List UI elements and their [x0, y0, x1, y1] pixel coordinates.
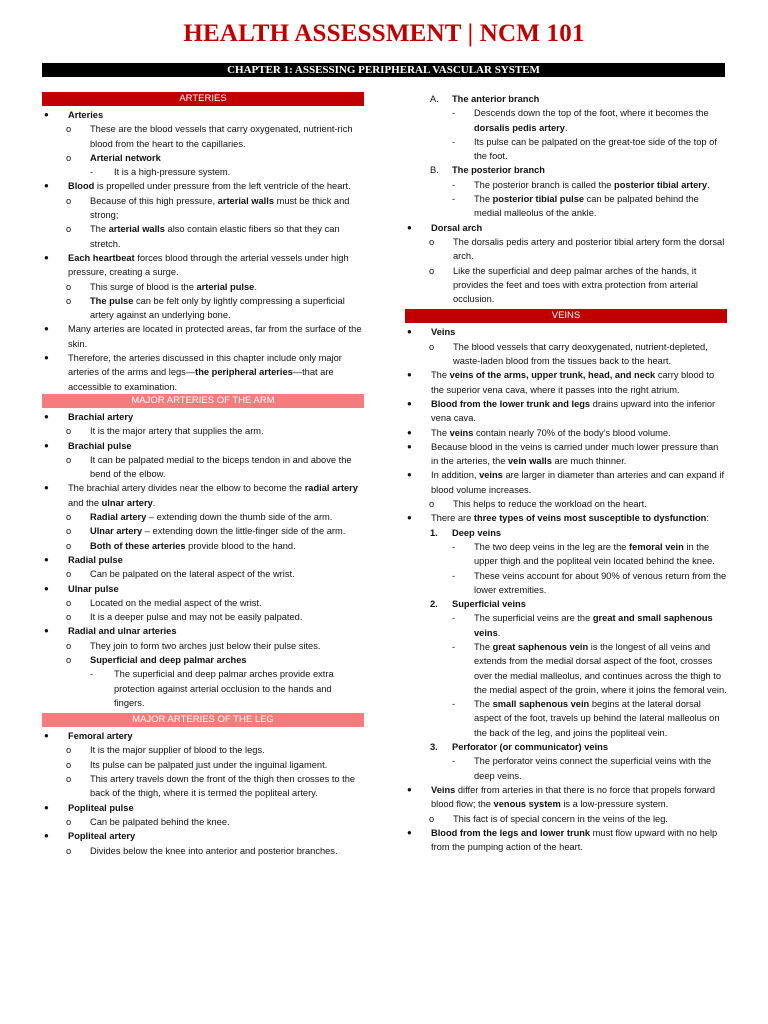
list-item: ● Veins [407, 327, 456, 338]
list-item: o Like the superficial and deep palmar arches of the hands, it provides the feet and toes with extra protection from arterial occlusion. [429, 265, 698, 305]
right-column [405, 92, 727, 854]
list-item: o The dorsalis pedis artery and posterior tibial artery form the dorsal arch. [429, 236, 725, 262]
list-item: o This surge of blood is the arterial pulse. [66, 281, 257, 292]
list-item: o Ulnar artery – extending down the little-finger side of the arm. [66, 526, 346, 537]
list-item: - Its pulse can be palpated on the great-toe side of the top of the foot. [452, 136, 717, 162]
list-item: ● There are three types of veins most susceptible to dysfunction: [407, 513, 709, 524]
list-item: - These veins account for about 90% of venous return from the lower extremities. [452, 570, 727, 595]
list-item: - The superficial and deep palmar arches provide extra protection against arterial occlusion to the hands and fingers. [90, 669, 334, 708]
list-item: ● Each heartbeat forces blood through the arterial vessels under high pressure, creating a surge. [44, 252, 349, 278]
left-column [42, 92, 364, 858]
list-item: o Its pulse can be palpated just under the inguinal ligament. [66, 759, 328, 770]
list-item: o The blood vessels that carry deoxygenated, nutrient-depleted, waste-laden blood from the tissues back to the heart. [429, 341, 708, 367]
list-item: ● Many arteries are located in protected areas, far from the surface of the skin. [44, 324, 362, 349]
list-item: o Both of these arteries provide blood to the hand. [66, 540, 296, 551]
list-item: - It is a high-pressure system. [90, 167, 231, 178]
list-item: o This fact is of special concern in the veins of the leg. [429, 813, 668, 824]
list-item: A. The anterior branch [430, 94, 540, 104]
list-item: B. The posterior branch [430, 165, 545, 176]
list-item: o Divides below the knee into anterior and posterior branches. [66, 845, 338, 856]
arteries-header: ARTERIES [42, 92, 364, 106]
list-item: o They join to form two arches just below their pulse sites. [66, 640, 321, 651]
list-item: - The small saphenous vein begins at the lateral dorsal aspect of the foot, travels up behind the lateral malleolus on the back of the leg, and joins the popliteal vein. [452, 699, 720, 738]
list-item: ● Brachial artery [44, 411, 134, 422]
list-item: o This helps to reduce the workload on the heart. [429, 499, 647, 510]
arm-arteries-header: MAJOR ARTERIES OF THE ARM [42, 394, 364, 408]
list-item: ● Dorsal arch [407, 222, 483, 233]
list-item: 1. Deep veins [430, 527, 502, 538]
list-item: ● Because blood in the veins is carried under much lower pressure than in the arteries, the vein walls are much thinner. [407, 441, 719, 467]
list-item: - Descends down the top of the foot, where it becomes the dorsalis pedis artery. [452, 108, 709, 133]
list-item: - The two deep veins in the leg are the femoral vein in the upper thigh and the popliteal vein located behind the knee. [452, 541, 715, 567]
list-item: 3. Perforator (or communicator) veins [430, 742, 609, 753]
veins-header: VEINS [405, 309, 727, 323]
list-item: o Because of this high pressure, arterial walls must be thick and strong; [66, 195, 350, 221]
list-item: o It is the major artery that supplies the arm. [66, 426, 264, 437]
list-item: o The pulse can be felt only by lightly compressing a superficial artery against an underlying bone. [66, 295, 345, 321]
leg-arteries-header: MAJOR ARTERIES OF THE LEG [42, 713, 364, 727]
list-item: 2. Superficial veins [430, 599, 526, 610]
list-item: ● Popliteal artery [44, 831, 136, 842]
list-item: o These are the blood vessels that carry oxygenated, nutrient-rich blood from the heart to the capillaries. [66, 124, 353, 149]
page-title: HEALTH ASSESSMENT | NCM 101 [183, 20, 585, 47]
list-item: - The posterior tibial pulse can be palpated behind the medial malleolus of the ankle. [452, 194, 699, 219]
list-item: ● Ulnar pulse [44, 583, 119, 594]
list-item: ● Therefore, the arteries discussed in this chapter include only major arteries of the arms and legs—the peripheral arteries—that are accessible to examination. [44, 353, 342, 392]
list-item: o This artery travels down the front of the thigh then crosses to the back of the thigh, where it is termed the popliteal artery. [66, 774, 356, 799]
list-item: ● Veins differ from arteries in that there is no force that propels forward blood flow; the venous system is a low-pressure system. [407, 784, 716, 810]
list-item: o It is the major supplier of blood to the legs. [66, 745, 265, 756]
list-item: - The great saphenous vein is the longest of all veins and extends from the medial dorsal aspect of the foot, crosses over the medial malleolus, and continues across the thigh to the medial aspect of the groin, where it joins the femoral vein. [452, 641, 727, 695]
list-item: o Superficial and deep palmar arches [66, 654, 247, 665]
list-item: o Radial artery – extending down the thumb side of the arm. [66, 512, 333, 523]
list-item: o Arterial network [66, 152, 161, 163]
list-item: o It is a deeper pulse and may not be easily palpated. [66, 612, 303, 623]
list-item: ● The veins contain nearly 70% of the body’s blood volume. [407, 427, 671, 438]
list-item: ● Blood is propelled under pressure from the left ventricle of the heart. [44, 181, 351, 192]
chapter-title: CHAPTER 1: ASSESSING PERIPHERAL VASCULAR SYSTEM [42, 63, 725, 77]
list-item: ● The veins of the arms, upper trunk, head, and neck carry blood to the superior vena cava, where it passes into the right atrium. [407, 370, 715, 395]
list-item: ● Blood from the legs and lower trunk must flow upward with no help from the pumping action of the heart. [407, 827, 718, 853]
list-item: ● Radial pulse [44, 554, 123, 565]
list-item: ● Popliteal pulse [44, 802, 134, 813]
list-item: - The posterior branch is called the posterior tibial artery. [452, 179, 710, 190]
list-item: o Can be palpated on the lateral aspect of the wrist. [66, 569, 295, 580]
list-item: o The arterial walls also contain elastic fibers so that they can stretch. [66, 224, 340, 249]
list-item: ● Radial and ulnar arteries [44, 626, 177, 637]
list-item: ● Blood from the lower trunk and legs drains upward into the inferior vena cava. [407, 398, 716, 424]
list-item: - The perforator veins connect the superficial veins with the deep veins. [452, 756, 712, 781]
list-item: ● Brachial pulse [44, 440, 132, 451]
list-item: o Located on the medial aspect of the wrist. [66, 597, 262, 608]
list-item: o It can be palpated medial to the biceps tendon in and above the bend of the elbow. [66, 454, 352, 480]
list-item: - The superficial veins are the great and small saphenous veins. [452, 613, 713, 638]
list-item: o Can be palpated behind the knee. [66, 816, 230, 827]
list-item: ● Arteries [44, 110, 104, 120]
list-item: ● In addition, veins are larger in diameter than arteries and can expand if blood volume increases. [407, 470, 725, 495]
list-item: ● Femoral artery [44, 731, 133, 742]
list-item: ● The brachial artery divides near the elbow to become the radial artery and the ulnar artery. [44, 483, 358, 508]
